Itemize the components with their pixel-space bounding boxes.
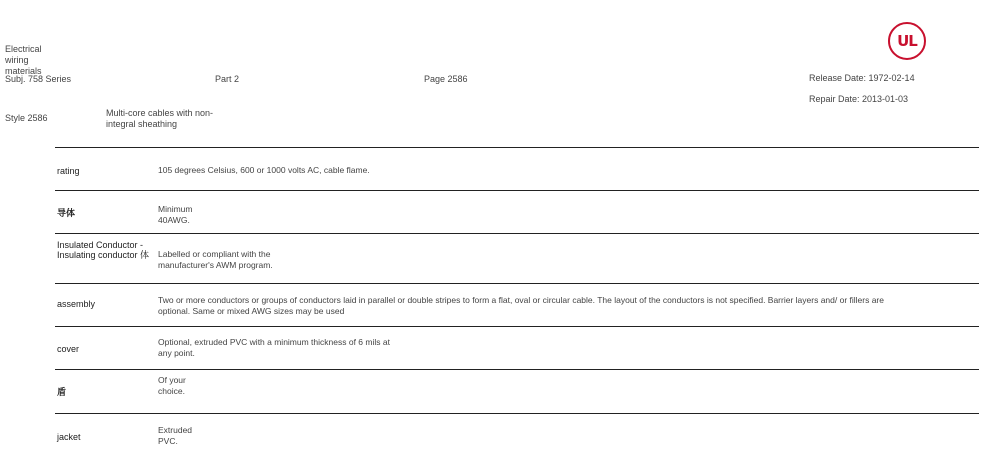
row-divider	[55, 369, 979, 370]
assembly-value: Two or more conductors or groups of conductors laid in parallel or double stripes to form a flat, oval or circular cable. The layout of the conductors is not specified. Barrier layers and/ or fillers are optional. Same or mixed AWG sizes may be used	[158, 295, 884, 316]
row-divider	[55, 283, 979, 284]
subject-label: Subj. 758 Series	[5, 74, 72, 84]
row-divider	[55, 326, 979, 327]
ul-logo: UL	[888, 22, 926, 60]
jacket-value: Extruded PVC.	[158, 425, 193, 446]
row-divider	[55, 147, 979, 148]
repair-date: Repair Date: 2013-01-03	[809, 94, 909, 104]
rating-label: rating	[57, 166, 80, 176]
assembly-label: assembly	[57, 299, 96, 309]
insulated-conductor-value: Labelled or compliant with the manufacturer's AWM program.	[158, 249, 273, 270]
row-divider	[55, 413, 979, 414]
cover-label: cover	[57, 344, 80, 354]
row-divider	[55, 233, 979, 234]
page-number: Page 2586	[424, 74, 468, 84]
row-divider	[55, 190, 979, 191]
part-label: Part 2	[215, 74, 240, 84]
conductor-value: Minimum 40AWG.	[158, 204, 193, 225]
insulated-conductor-label: Insulated Conductor - Insulating conductor 体	[57, 240, 150, 260]
cover-value: Optional, extruded PVC with a minimum thickness of 6 mils at any point.	[158, 337, 390, 358]
shield-value: Of your choice.	[158, 375, 186, 396]
rating-value: 105 degrees Celsius, 600 or 1000 volts AC, cable flame.	[158, 165, 370, 175]
jacket-label: jacket	[57, 432, 81, 442]
shield-label: 盾	[57, 387, 67, 397]
style-label: Style 2586	[5, 113, 48, 123]
category-label: Electrical wiring materials	[5, 44, 42, 76]
style-description: Multi-core cables with non-integral sheathing	[106, 108, 214, 129]
release-date: Release Date: 1972-02-14	[809, 73, 915, 83]
conductor-label: 导体	[57, 208, 76, 218]
